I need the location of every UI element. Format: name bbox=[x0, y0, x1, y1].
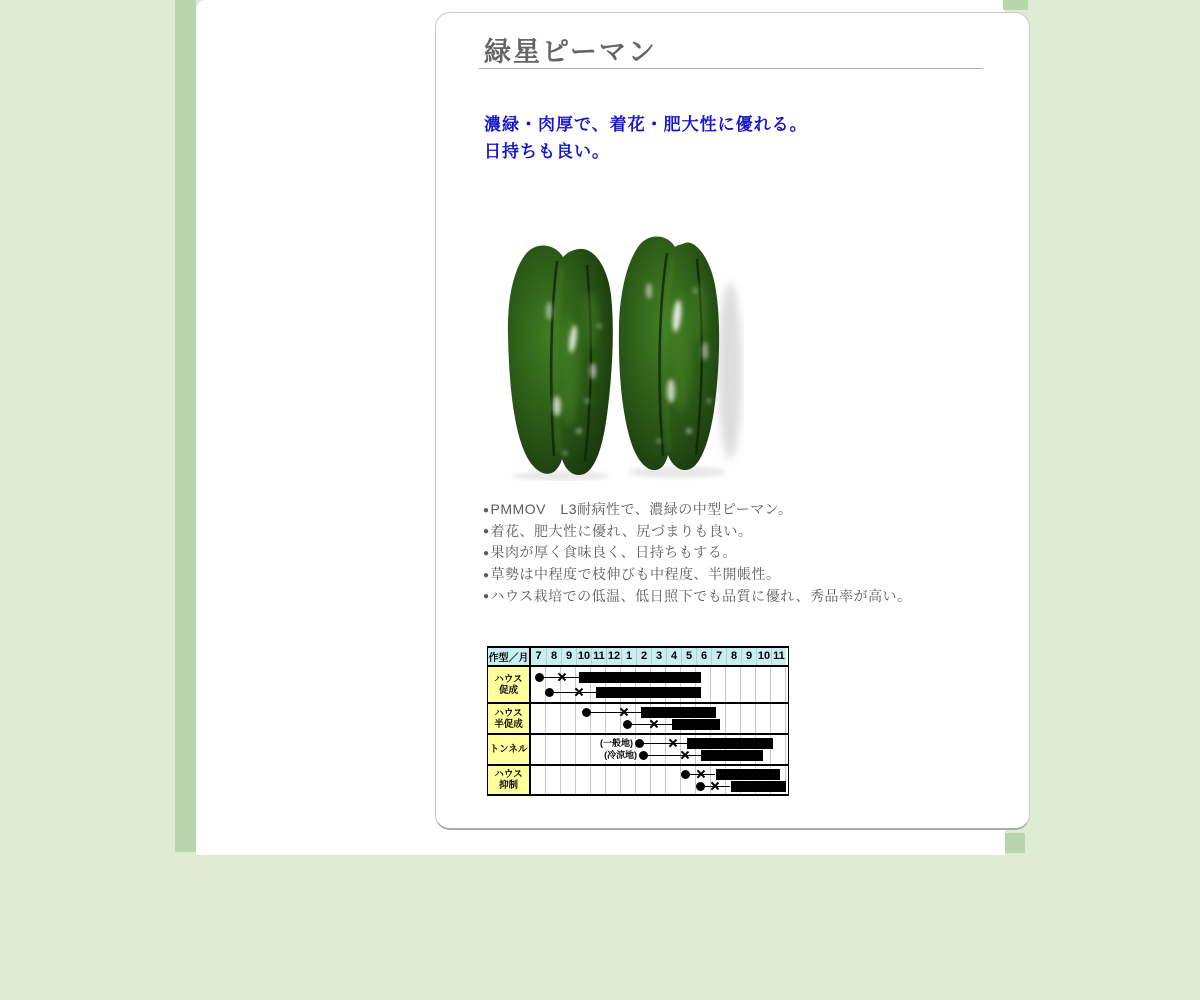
catchcopy-line: 濃緑・肉厚で、着花・肥大性に優れる。 bbox=[484, 115, 808, 134]
page-title: 緑星ピーマン bbox=[484, 37, 657, 67]
x-mark-icon bbox=[558, 673, 567, 682]
calendar-row-label: ハウス 促成 bbox=[488, 667, 531, 702]
calendar-row-label: トンネル bbox=[488, 735, 531, 764]
harvest-bar bbox=[731, 781, 787, 792]
connector-line bbox=[549, 692, 596, 693]
calendar-month-label: 7 bbox=[531, 648, 546, 665]
calendar-month-label: 4 bbox=[666, 648, 681, 665]
title-divider bbox=[479, 68, 983, 69]
feature-item bbox=[483, 499, 911, 521]
calendar-month-label: 8 bbox=[546, 648, 561, 665]
calendar-row bbox=[488, 667, 788, 702]
catchcopy-line: 日持ちも良い。 bbox=[484, 142, 610, 161]
x-mark-icon bbox=[681, 751, 690, 760]
bottom-right-accent-corner bbox=[1005, 833, 1025, 853]
calendar-row bbox=[488, 764, 788, 794]
calendar-month-label: 8 bbox=[726, 648, 741, 665]
sow-dot-icon bbox=[681, 770, 690, 779]
calendar-region-note: (冷涼地) bbox=[604, 749, 638, 760]
calendar-header bbox=[488, 648, 788, 667]
product-card bbox=[435, 12, 1030, 830]
calendar-month-label: 9 bbox=[561, 648, 576, 665]
feature-text: 草勢は中程度で枝伸びも中程度、半開帳性。 bbox=[490, 566, 781, 583]
calendar-month-label: 6 bbox=[696, 648, 711, 665]
bullet-icon: ● bbox=[483, 526, 490, 538]
catchcopy bbox=[484, 111, 808, 165]
feature-text: ハウス栽培での低温、低日照下でも品質に優れ、秀品率が高い。 bbox=[490, 587, 912, 604]
sow-dot-icon bbox=[535, 673, 544, 682]
connector-line bbox=[587, 712, 641, 713]
x-mark-icon bbox=[711, 782, 720, 791]
feature-item bbox=[483, 521, 911, 543]
bullet-icon: ● bbox=[483, 569, 490, 581]
calendar-row bbox=[488, 733, 788, 764]
connector-line bbox=[643, 755, 701, 756]
bullet-icon: ● bbox=[483, 591, 490, 603]
harvest-bar bbox=[579, 672, 701, 683]
cultivation-calendar bbox=[487, 646, 789, 796]
sow-dot-icon bbox=[696, 782, 705, 791]
harvest-bar bbox=[672, 719, 720, 730]
x-mark-icon bbox=[696, 770, 705, 779]
calendar-corner-label: 作型／月 bbox=[488, 648, 531, 665]
calendar-month-label: 12 bbox=[606, 648, 621, 665]
harvest-bar bbox=[641, 707, 716, 718]
harvest-bar bbox=[701, 750, 763, 761]
calendar-month-label: 5 bbox=[681, 648, 696, 665]
calendar-month-label: 9 bbox=[741, 648, 756, 665]
connector-line bbox=[639, 743, 687, 744]
calendar-month-label: 1 bbox=[621, 648, 636, 665]
calendar-row-label: ハウス 抑制 bbox=[488, 766, 531, 794]
sow-dot-icon bbox=[623, 720, 632, 729]
sow-dot-icon bbox=[639, 751, 648, 760]
harvest-bar bbox=[687, 738, 773, 749]
harvest-bar bbox=[716, 769, 781, 780]
sow-dot-icon bbox=[635, 739, 644, 748]
feature-text: PMMOV L3耐病性で、濃緑の中型ピーマン。 bbox=[490, 501, 793, 517]
calendar-month-label: 11 bbox=[591, 648, 606, 665]
x-mark-icon bbox=[650, 720, 659, 729]
pepper-photo bbox=[499, 231, 744, 481]
feature-list bbox=[483, 499, 911, 608]
feature-text: 着花、肥大性に優れ、尻づまりも良い。 bbox=[490, 522, 753, 539]
calendar-row-plot bbox=[531, 667, 786, 702]
calendar-row bbox=[488, 702, 788, 733]
calendar-row-label: ハウス 半促成 bbox=[488, 704, 531, 733]
x-mark-icon bbox=[669, 739, 678, 748]
calendar-body bbox=[488, 667, 788, 794]
feature-item bbox=[483, 586, 911, 608]
feature-item bbox=[483, 542, 911, 564]
calendar-row-plot bbox=[531, 735, 786, 764]
calendar-month-label: 10 bbox=[576, 648, 591, 665]
harvest-bar bbox=[596, 687, 701, 698]
bullet-icon: ● bbox=[483, 504, 490, 516]
calendar-month-label: 11 bbox=[771, 648, 786, 665]
bullet-icon: ● bbox=[483, 547, 490, 559]
top-right-accent-corner bbox=[1003, 0, 1028, 10]
calendar-row-plot bbox=[531, 704, 786, 733]
x-mark-icon bbox=[575, 688, 584, 697]
feature-text: 果肉が厚く食味良く、日持ちもする。 bbox=[490, 544, 737, 561]
calendar-month-label: 2 bbox=[636, 648, 651, 665]
sow-dot-icon bbox=[545, 688, 554, 697]
calendar-month-label: 3 bbox=[651, 648, 666, 665]
calendar-row-plot bbox=[531, 766, 786, 794]
calendar-months bbox=[531, 648, 786, 665]
x-mark-icon bbox=[620, 708, 629, 717]
calendar-month-label: 10 bbox=[756, 648, 771, 665]
calendar-region-note: (一般地) bbox=[600, 737, 633, 748]
left-accent-strip bbox=[175, 0, 196, 852]
sow-dot-icon bbox=[582, 708, 591, 717]
feature-item bbox=[483, 564, 911, 586]
calendar-month-label: 7 bbox=[711, 648, 726, 665]
